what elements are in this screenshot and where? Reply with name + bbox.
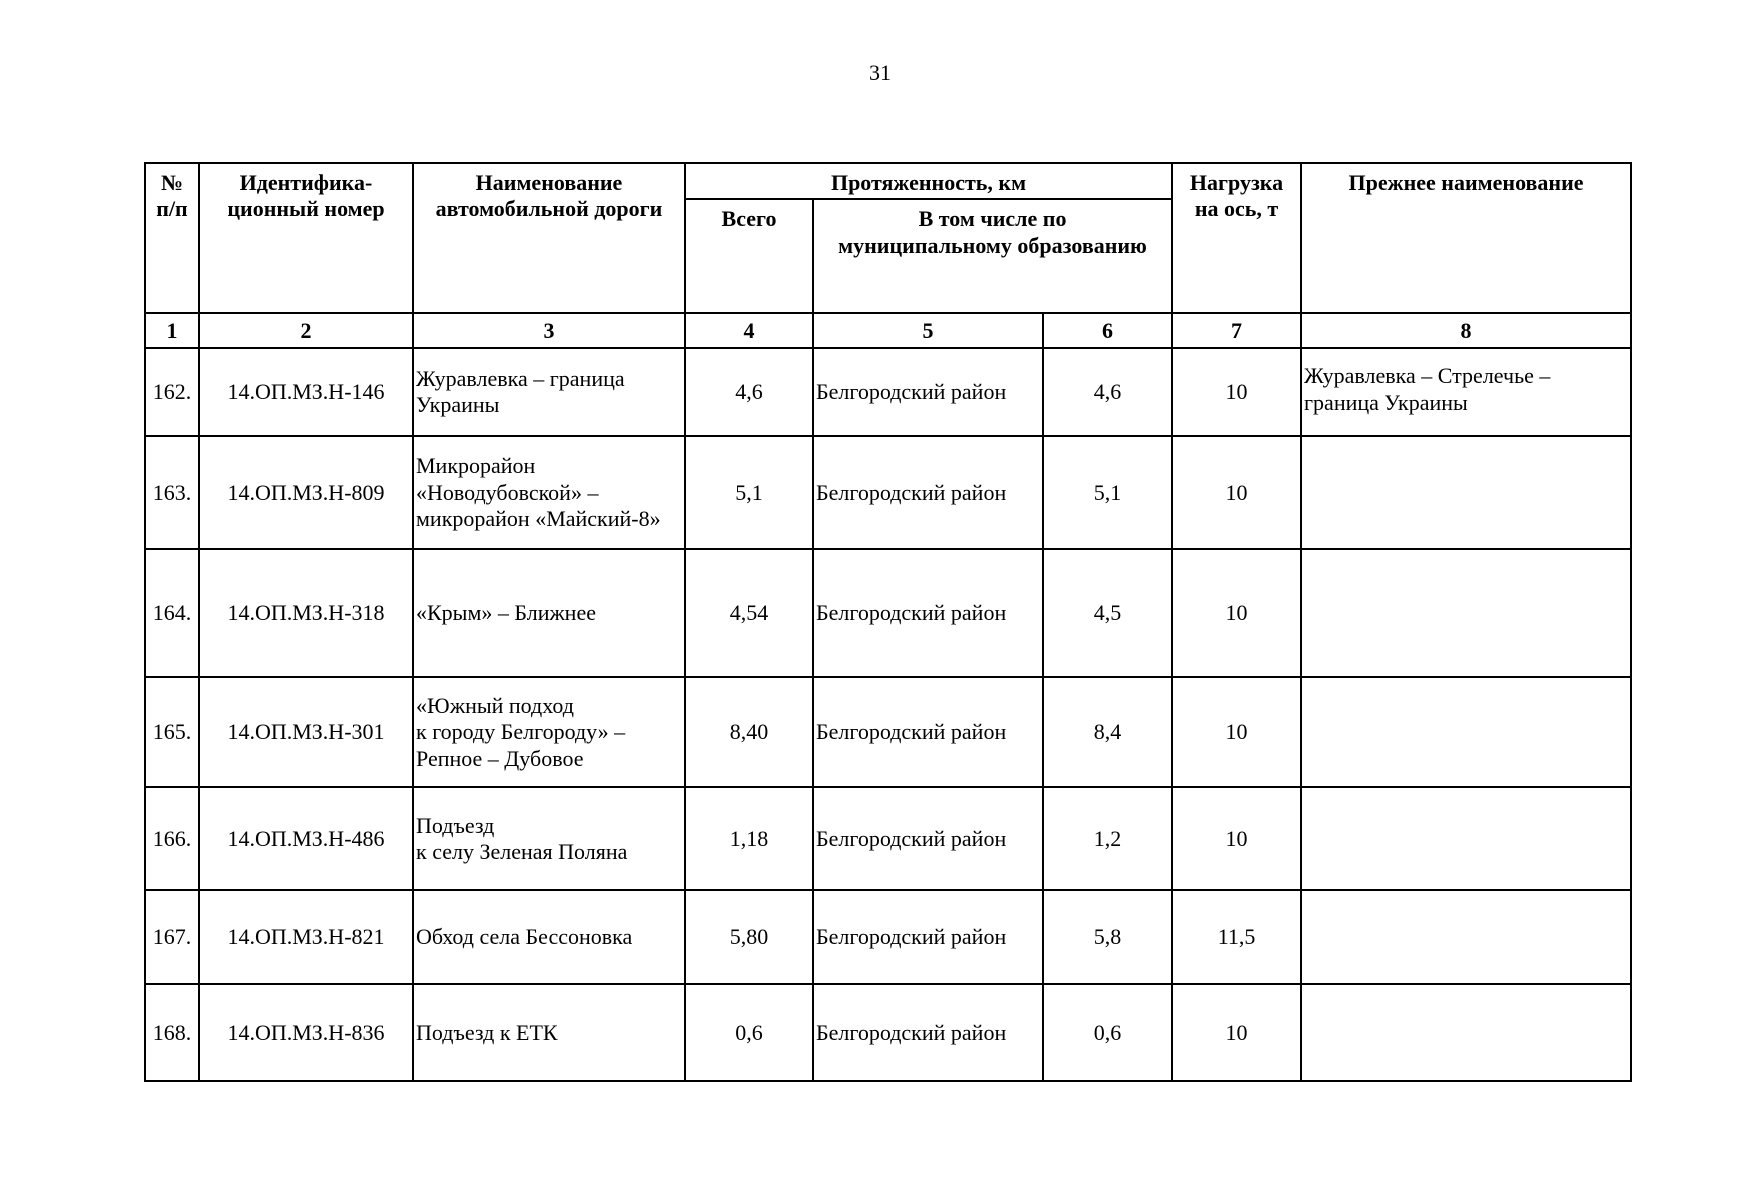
table-body xyxy=(145,313,1631,1081)
previous-name-line: Журавлевка – Стрелечье – xyxy=(1304,363,1551,389)
total-length: 4,6 xyxy=(685,348,813,436)
column-number: 2 xyxy=(199,313,413,348)
road-id: 14.ОП.МЗ.Н-486 xyxy=(199,787,413,890)
road-name-line: Подъезд xyxy=(416,812,495,838)
table-row xyxy=(145,348,1631,436)
roads-table xyxy=(144,162,1632,1082)
table-row xyxy=(145,787,1631,890)
road-id: 14.ОП.МЗ.Н-318 xyxy=(199,549,413,677)
column-number: 6 xyxy=(1043,313,1172,348)
district-length: 1,2 xyxy=(1043,787,1172,890)
axle-load: 10 xyxy=(1172,436,1301,549)
column-number-row xyxy=(145,313,1631,348)
road-name-line: Микрорайон xyxy=(416,453,536,479)
road-name xyxy=(413,549,685,677)
row-number: 162. xyxy=(145,348,199,436)
axle-load: 10 xyxy=(1172,348,1301,436)
road-name-line: Подъезд к ЕТК xyxy=(416,1019,558,1045)
district-name: Белгородский район xyxy=(813,677,1043,787)
header-previous-name: Прежнее наименование xyxy=(1301,163,1631,313)
district-length: 5,8 xyxy=(1043,890,1172,984)
axle-load: 11,5 xyxy=(1172,890,1301,984)
total-length: 4,54 xyxy=(685,549,813,677)
row-number: 168. xyxy=(145,984,199,1081)
road-name-line: «Новодубовской» – xyxy=(416,479,599,505)
road-name-line: Украины xyxy=(416,392,500,418)
road-name-line: Репное – Дубовое xyxy=(416,745,584,771)
table-row xyxy=(145,984,1631,1081)
district-length: 4,5 xyxy=(1043,549,1172,677)
road-name-line: Обход села Бессоновка xyxy=(416,924,633,950)
table-row xyxy=(145,549,1631,677)
header-number xyxy=(145,163,199,313)
total-length: 0,6 xyxy=(685,984,813,1081)
header-text: на ось, т xyxy=(1194,196,1279,222)
district-length: 5,1 xyxy=(1043,436,1172,549)
previous-name xyxy=(1301,549,1631,677)
road-name xyxy=(413,890,685,984)
row-number: 166. xyxy=(145,787,199,890)
road-id: 14.ОП.МЗ.Н-301 xyxy=(199,677,413,787)
road-name-line: Журавлевка – граница xyxy=(416,366,625,391)
axle-load: 10 xyxy=(1172,677,1301,787)
district-name: Белгородский район xyxy=(813,890,1043,984)
total-length: 8,40 xyxy=(685,677,813,787)
previous-name xyxy=(1301,677,1631,787)
previous-name-line: граница Украины xyxy=(1304,389,1468,415)
header-text: В том числе по xyxy=(918,206,1067,232)
previous-name xyxy=(1301,436,1631,549)
row-number: 163. xyxy=(145,436,199,549)
row-number: 164. xyxy=(145,549,199,677)
total-length: 1,18 xyxy=(685,787,813,890)
column-number: 4 xyxy=(685,313,813,348)
road-name xyxy=(413,984,685,1081)
column-number: 7 xyxy=(1172,313,1301,348)
column-number: 1 xyxy=(145,313,199,348)
row-number: 165. xyxy=(145,677,199,787)
district-length: 0,6 xyxy=(1043,984,1172,1081)
road-name-line: к селу Зеленая Поляна xyxy=(416,838,628,864)
header-text: автомобильной дороги xyxy=(435,196,663,222)
total-length: 5,80 xyxy=(685,890,813,984)
district-name: Белгородский район xyxy=(813,984,1043,1081)
district-length: 4,6 xyxy=(1043,348,1172,436)
axle-load: 10 xyxy=(1172,549,1301,677)
header-text: п/п xyxy=(156,196,188,222)
header-road-name xyxy=(413,163,685,313)
column-number: 8 xyxy=(1301,313,1631,348)
header-total: Всего xyxy=(685,199,813,313)
road-name xyxy=(413,787,685,890)
header-text: Идентифика- xyxy=(239,170,373,195)
header-text: № xyxy=(160,170,184,195)
table-row xyxy=(145,890,1631,984)
district-name: Белгородский район xyxy=(813,348,1043,436)
road-id: 14.ОП.МЗ.Н-809 xyxy=(199,436,413,549)
previous-name xyxy=(1301,890,1631,984)
district-name: Белгородский район xyxy=(813,787,1043,890)
table-row xyxy=(145,436,1631,549)
road-name-line: «Крым» – Ближнее xyxy=(416,600,596,626)
column-number: 3 xyxy=(413,313,685,348)
district-length: 8,4 xyxy=(1043,677,1172,787)
road-id: 14.ОП.МЗ.Н-146 xyxy=(199,348,413,436)
header-identifier xyxy=(199,163,413,313)
row-number: 167. xyxy=(145,890,199,984)
road-name xyxy=(413,436,685,549)
district-name: Белгородский район xyxy=(813,549,1043,677)
header-text: Наименование xyxy=(475,170,623,195)
axle-load: 10 xyxy=(1172,984,1301,1081)
road-id: 14.ОП.МЗ.Н-836 xyxy=(199,984,413,1081)
axle-load: 10 xyxy=(1172,787,1301,890)
column-number: 5 xyxy=(813,313,1043,348)
previous-name xyxy=(1301,984,1631,1081)
table-header-row xyxy=(145,163,1631,199)
road-id: 14.ОП.МЗ.Н-821 xyxy=(199,890,413,984)
header-axle-load xyxy=(1172,163,1301,313)
previous-name xyxy=(1301,787,1631,890)
header-length: Протяженность, км xyxy=(685,163,1172,199)
page-number: 31 xyxy=(869,60,891,85)
road-name-line: микрорайон «Майский-8» xyxy=(416,506,661,532)
header-text: муниципальному образованию xyxy=(838,232,1147,258)
total-length: 5,1 xyxy=(685,436,813,549)
road-name xyxy=(413,348,685,436)
road-name-line: к городу Белгороду» – xyxy=(416,719,626,745)
header-municipal xyxy=(813,199,1172,313)
district-name: Белгородский район xyxy=(813,436,1043,549)
road-name-line: «Южный подход xyxy=(416,692,574,718)
header-text: Нагрузка xyxy=(1189,170,1284,195)
header-text: ционный номер xyxy=(227,196,385,222)
previous-name xyxy=(1301,348,1631,436)
road-name xyxy=(413,677,685,787)
table-row xyxy=(145,677,1631,787)
